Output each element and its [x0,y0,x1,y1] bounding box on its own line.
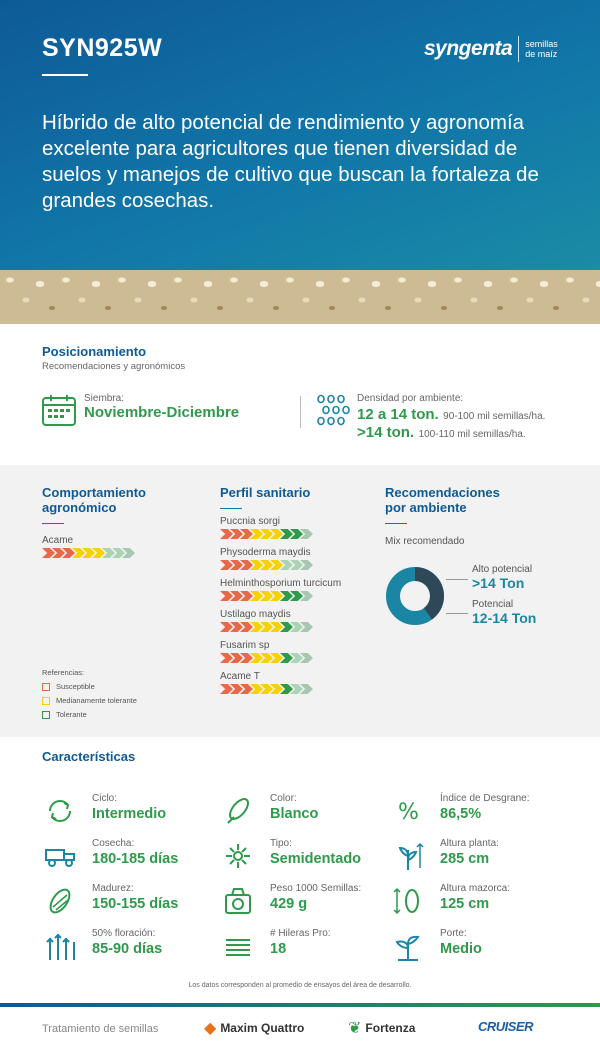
perfil-column [220,485,370,702]
caracteristicas-title: Características [42,749,136,764]
product-title: SYN925W [42,34,163,62]
characteristic-value: 18 [270,941,287,957]
densidad-label: Densidad por ambiente: [357,393,464,404]
cycle-icon [44,795,76,827]
comportamiento-rating-scale [42,548,192,558]
perfil-item [220,671,370,694]
brand-name: syngenta [424,37,513,60]
characteristic-label: Peso 1000 Semillas: [270,883,362,894]
characteristic-label: Tipo: [270,838,292,849]
perfil-rating-scale [220,684,370,694]
flowering-icon [44,930,76,962]
footer-bar [0,1003,600,1007]
characteristic-value: 85-90 días [92,941,163,957]
characteristic-label: Ciclo: [92,793,118,804]
characteristic-value: 86,5% [440,806,482,822]
potencial-legend [472,599,536,626]
logo-divider [518,36,519,62]
seeds-density-icon [316,394,350,428]
divider [300,396,301,428]
mix-label: Mix recomendado [385,536,465,547]
leaf-icon: ❦ [348,1020,362,1037]
harvester-icon [44,840,76,872]
scale-icon [222,885,254,917]
characteristic-item [222,930,392,972]
characteristic-label: Cosecha: [92,838,135,849]
characteristic-value: 125 cm [440,896,490,912]
characteristic-value: Intermedio [92,806,167,822]
characteristic-value: Medio [440,941,482,957]
characteristic-value: 285 cm [440,851,490,867]
perfil-name: Puccnia sorgi [220,516,281,527]
perfil-rating-scale [220,653,370,663]
corn-icon [44,885,76,917]
density-high-yield: 12 a 14 ton. [357,406,439,423]
perfil-rating-scale [220,560,370,570]
potencial-label: Potencial [472,599,514,610]
perfil-name: Helminthosporium turcicum [220,578,342,589]
kernel-icon [222,840,254,872]
corn-kernels-image [0,270,600,324]
density-top-yield: >14 ton. [357,424,415,441]
references-title: Referencias: [42,668,85,677]
rows-icon [222,930,254,962]
siembra-label: Siembra: [84,393,125,404]
ref-susceptible: Susceptible [42,682,137,691]
characteristic-label: Color: [270,793,297,804]
alto-value: >14 Ton [472,575,525,591]
title-divider [42,74,88,76]
characteristic-item [44,885,214,927]
comportamiento-list [42,535,192,558]
perfil-rating-scale [220,529,370,539]
perfil-rating-scale [220,622,370,632]
percent-icon [392,795,424,827]
leader-line [446,613,468,614]
perfil-item [220,516,370,539]
perfil-title: Perfil sanitario [220,485,311,500]
perfil-name: Fusarim sp [220,640,270,651]
alto-legend [472,564,532,591]
characteristic-value: 429 g [270,896,308,912]
section-subtitle: Recomendaciones y agronómicos [42,361,186,372]
rating-chevron [42,548,55,558]
siembra-block [84,393,239,421]
title-rule [220,508,242,509]
syngenta-logo [424,36,558,62]
characteristic-item [392,795,562,837]
treatment-label: Tratamiento de semillas [42,1023,159,1035]
perfil-name: Ustilago maydis [220,609,291,620]
perfil-item [220,609,370,632]
brand-subtitle: semillas de maíz [525,39,558,59]
leader-line [446,579,468,580]
perfil-name: Acame T [220,671,260,682]
perfil-item [220,640,370,663]
hero-banner [0,0,600,270]
calendar-icon [42,394,76,426]
donut-alto-potencial [415,574,437,614]
rating-chevron [220,560,233,570]
siembra-value: Noviembre-Diciembre [84,404,240,421]
rating-chevron [220,653,233,663]
fortenza-logo: ❦ Fortenza [348,1020,416,1037]
title-rule [385,523,407,524]
mix-donut-chart [384,565,446,627]
cruiser-logo: CRUISER [478,1019,534,1034]
perfil-name: Physoderma maydis [220,547,311,558]
characteristic-item [392,930,562,972]
perfil-item [220,578,370,601]
comportamiento-name: Acame [42,535,74,546]
references-legend [42,668,137,719]
characteristic-label: Altura mazorca: [440,883,511,894]
characteristic-value: 150-155 días [92,896,179,912]
rating-chevron [220,591,233,601]
characteristic-item [222,795,392,837]
characteristic-item [44,840,214,882]
characteristic-label: Porte: [440,928,467,939]
comportamiento-column [42,485,192,566]
characteristic-item [44,795,214,837]
potencial-value: 12-14 Ton [472,610,537,626]
characteristic-value: Semidentado [270,851,362,867]
plant-height-icon [392,840,424,872]
comportamiento-item [42,535,192,558]
recomendaciones-title: Recomendaciones por ambiente [385,485,500,515]
perfil-list [220,516,370,694]
density-top-seeds: 100-110 mil semillas/ha. [418,429,526,440]
corn-cob-icon [222,795,254,827]
perfil-item [220,547,370,570]
headline: Híbrido de alto potencial de rendimiento y agronomía excelente para agricultores que tienen diversidad de suelos y manejos de cultivo que buscan la fortaleza de grandes cosechas. [42,111,539,212]
characteristic-label: Índice de Desgrane: [440,793,530,804]
characteristic-value: Blanco [270,806,319,822]
characteristic-value: 180-185 días [92,851,179,867]
alto-label: Alto potencial [472,564,533,575]
section-title: Posicionamiento [42,344,147,359]
flame-icon: ◆ [204,1020,217,1037]
characteristic-item [222,840,392,882]
characteristic-label: Madurez: [92,883,134,894]
density-high-seeds: 90-100 mil semillas/ha. [443,411,546,422]
characteristic-label: # Hileras Pro: [270,928,331,939]
svg-text:%: % [398,800,419,825]
title-rule [42,523,64,524]
rating-chevron [220,622,233,632]
data-disclaimer: Los datos corresponden al promedio de ensayos del área de desarrollo. [188,982,412,989]
profiles-section [0,465,600,737]
comportamiento-title: Comportamiento agronómico [42,485,146,515]
characteristic-item [392,885,562,927]
rating-chevron [220,684,233,694]
characteristic-label: Altura planta: [440,838,499,849]
ear-height-icon [392,885,424,917]
ref-tolerante: Tolerante [42,710,137,719]
rating-chevron [220,529,233,539]
characteristic-item [222,885,392,927]
densidad-block [357,393,545,442]
sprout-icon [392,930,424,962]
ref-medianamente: Medianamente tolerante [42,696,137,705]
perfil-rating-scale [220,591,370,601]
characteristic-item [44,930,214,972]
recomendaciones-column [385,485,585,547]
characteristic-item [392,840,562,882]
characteristic-label: 50% floración: [92,928,156,939]
maxim-quattro-logo: ◆ Maxim Quattro [204,1020,305,1037]
